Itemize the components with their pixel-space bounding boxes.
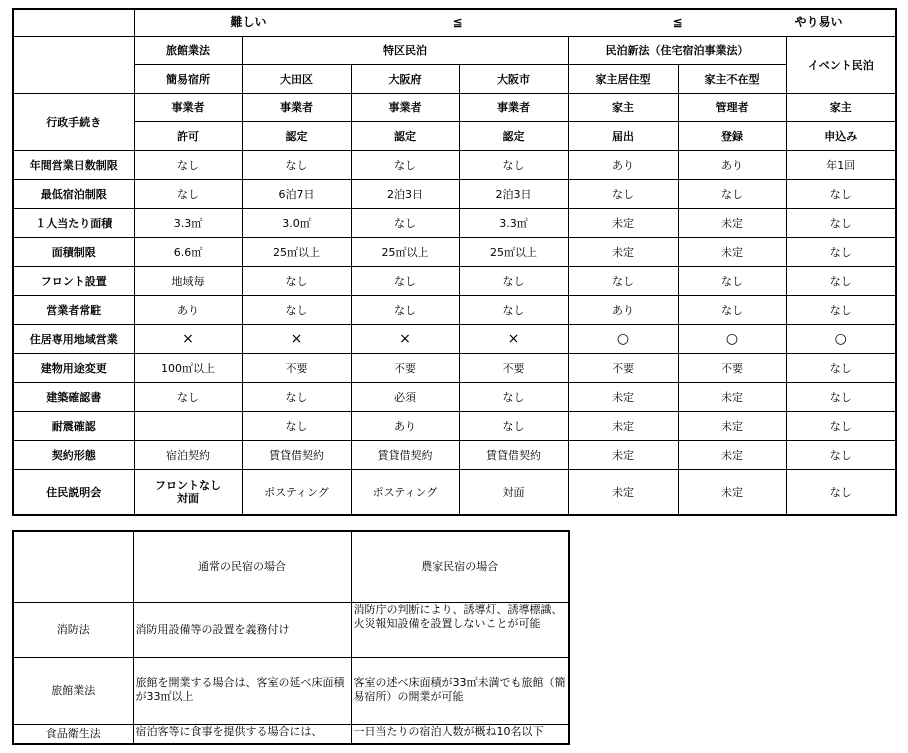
- leq-symbol-1: ≦: [452, 15, 463, 29]
- cell: あり: [568, 151, 678, 180]
- cell: 家主: [786, 94, 896, 122]
- cell: なし: [568, 180, 678, 209]
- corner-cell: [13, 531, 133, 603]
- row-label: 旅館業法: [13, 658, 133, 725]
- cell: なし: [242, 267, 351, 296]
- cell: 25㎡以上: [242, 238, 351, 267]
- cell: あり: [134, 296, 242, 325]
- sub-resident: 家主居住型: [568, 65, 678, 94]
- cell: ○: [568, 325, 678, 354]
- cell: 客室の述べ床面積が33㎡未満でも旅館（簡易宿所）の開業が可能: [351, 658, 569, 725]
- cell: 未定: [678, 470, 786, 516]
- gyosei-row-2: [13, 122, 896, 151]
- group-header-row: [13, 37, 896, 65]
- cell: 2泊3日: [459, 180, 568, 209]
- cell: なし: [786, 441, 896, 470]
- cell: 賃貸借契約: [242, 441, 351, 470]
- cell: 宿泊客等に食事を提供する場合には、: [133, 725, 351, 745]
- cell: 許可: [134, 122, 242, 151]
- cell: 未定: [568, 441, 678, 470]
- cell: なし: [459, 267, 568, 296]
- cell: なし: [459, 383, 568, 412]
- cell: なし: [242, 151, 351, 180]
- cell: なし: [786, 470, 896, 516]
- row-label: 住民説明会: [13, 470, 134, 516]
- cell: 未定: [678, 383, 786, 412]
- sub-osaka-fu: 大阪府: [351, 65, 459, 94]
- cell: 不要: [351, 354, 459, 383]
- row-label: 面積制限: [13, 238, 134, 267]
- row-label: 食品衛生法: [13, 725, 133, 745]
- cell: なし: [459, 151, 568, 180]
- cell: 不要: [678, 354, 786, 383]
- row-label: 最低宿泊制限: [13, 180, 134, 209]
- cell: なし: [134, 180, 242, 209]
- cell: 家主: [568, 94, 678, 122]
- cell: 事業者: [459, 94, 568, 122]
- row-label: 建築確認書: [13, 383, 134, 412]
- cell: 未定: [568, 209, 678, 238]
- table-row: [13, 383, 896, 412]
- cell: 届出: [568, 122, 678, 151]
- cell: ポスティング: [351, 470, 459, 516]
- sub-kan-i: 簡易宿所: [134, 65, 242, 94]
- table-row: [13, 296, 896, 325]
- line: 対面: [177, 492, 199, 505]
- row-label: 営業者常駐: [13, 296, 134, 325]
- cell: 登録: [678, 122, 786, 151]
- cell: 未定: [678, 209, 786, 238]
- cell: なし: [351, 296, 459, 325]
- row-label: 建物用途変更: [13, 354, 134, 383]
- cell: 一日当たりの宿泊人数が概ね10名以下: [351, 725, 569, 745]
- cell: なし: [134, 383, 242, 412]
- sub-absent: 家主不在型: [678, 65, 786, 94]
- cell: なし: [786, 209, 896, 238]
- group-ryokan: 旅館業法: [134, 37, 242, 65]
- cell: 未定: [568, 238, 678, 267]
- gyosei-row-1: [13, 94, 896, 122]
- cell: 事業者: [134, 94, 242, 122]
- cell: なし: [786, 296, 896, 325]
- leq-symbol-2: ≦: [672, 15, 683, 29]
- head-farm: 農家民宿の場合: [351, 531, 569, 603]
- cell: 認定: [351, 122, 459, 151]
- row-label: 消防法: [13, 603, 133, 658]
- cell: なし: [568, 267, 678, 296]
- head-normal: 通常の民宿の場合: [133, 531, 351, 603]
- cell: 25㎡以上: [459, 238, 568, 267]
- cell: 不要: [242, 354, 351, 383]
- cell: ×: [351, 325, 459, 354]
- cell: あり: [678, 151, 786, 180]
- cell: 消防庁の判断により、誘導灯、誘導標識、火災報知設備を設置しないことが可能: [351, 603, 569, 658]
- cell: 年1回: [786, 151, 896, 180]
- cell: なし: [786, 180, 896, 209]
- cell: 必須: [351, 383, 459, 412]
- line: フロントなし: [155, 479, 221, 492]
- cell: 未定: [568, 383, 678, 412]
- cell: 認定: [242, 122, 351, 151]
- table-row: [13, 325, 896, 354]
- cell: 2泊3日: [351, 180, 459, 209]
- cell: ×: [459, 325, 568, 354]
- corner-cell: [13, 9, 134, 37]
- cell: なし: [678, 296, 786, 325]
- cell: 事業者: [242, 94, 351, 122]
- cell: ○: [678, 325, 786, 354]
- cell: なし: [351, 151, 459, 180]
- cell: 6.6㎡: [134, 238, 242, 267]
- sub-osaka-shi: 大阪市: [459, 65, 568, 94]
- cell: 管理者: [678, 94, 786, 122]
- table-header-row: [13, 531, 569, 603]
- cell: 申込み: [786, 122, 896, 151]
- cell: なし: [242, 412, 351, 441]
- sub-ota: 大田区: [242, 65, 351, 94]
- row-label: 住居専用地域営業: [13, 325, 134, 354]
- cell: なし: [351, 267, 459, 296]
- cell: 100㎡以上: [134, 354, 242, 383]
- cell: なし: [786, 354, 896, 383]
- row-label-gyosei: 行政手続き: [13, 94, 134, 151]
- cell: 未定: [678, 238, 786, 267]
- table-row: [13, 238, 896, 267]
- cell: ×: [134, 325, 242, 354]
- cell: 不要: [568, 354, 678, 383]
- cell: なし: [242, 296, 351, 325]
- table-row: [13, 151, 896, 180]
- cell: なし: [351, 209, 459, 238]
- table-row: [13, 354, 896, 383]
- row-label: １人当たり面積: [13, 209, 134, 238]
- table-row: [13, 412, 896, 441]
- cell: あり: [351, 412, 459, 441]
- difficulty-hard: 難しい: [230, 15, 267, 29]
- group-event: イベント民泊: [786, 37, 896, 94]
- cell: なし: [786, 383, 896, 412]
- table-row: [13, 603, 569, 658]
- cell: 未定: [568, 470, 678, 516]
- cell: 未定: [568, 412, 678, 441]
- cell: あり: [568, 296, 678, 325]
- cell: 認定: [459, 122, 568, 151]
- comparison-table: [12, 8, 897, 516]
- cell: ×: [242, 325, 351, 354]
- cell: なし: [786, 412, 896, 441]
- cell: 賃貸借契約: [459, 441, 568, 470]
- cell: 地域毎: [134, 267, 242, 296]
- table-row: [13, 441, 896, 470]
- empty-header-cell: [13, 37, 134, 94]
- cell: 未定: [678, 412, 786, 441]
- cell: 3.3㎡: [459, 209, 568, 238]
- cell: なし: [134, 151, 242, 180]
- cell: 対面: [459, 470, 568, 516]
- table-row: [13, 725, 569, 745]
- cell: ポスティング: [242, 470, 351, 516]
- row-label: 契約形態: [13, 441, 134, 470]
- difficulty-row: [13, 9, 896, 37]
- group-shinpou: 民泊新法（住宅宿泊事業法）: [568, 37, 786, 65]
- cell: なし: [786, 267, 896, 296]
- table-row: [13, 209, 896, 238]
- cell: なし: [459, 296, 568, 325]
- cell: なし: [678, 180, 786, 209]
- cell: 事業者: [351, 94, 459, 122]
- row-label: 年間営業日数制限: [13, 151, 134, 180]
- cell: 旅館を開業する場合は、客室の延べ床面積が33㎡以上: [133, 658, 351, 725]
- cell: 賃貸借契約: [351, 441, 459, 470]
- cell-two-line: [134, 470, 242, 516]
- difficulty-easy: やり易い: [794, 15, 843, 29]
- row-label: 耐震確認: [13, 412, 134, 441]
- cell: 不要: [459, 354, 568, 383]
- cell: なし: [786, 238, 896, 267]
- group-tokku: 特区民泊: [242, 37, 568, 65]
- minshuku-table: [12, 530, 570, 745]
- cell: なし: [459, 412, 568, 441]
- table-row: [13, 180, 896, 209]
- cell: 宿泊契約: [134, 441, 242, 470]
- cell: 未定: [678, 441, 786, 470]
- cell: 3.0㎡: [242, 209, 351, 238]
- difficulty-scale: [134, 9, 896, 37]
- table-row: [13, 267, 896, 296]
- row-label: フロント設置: [13, 267, 134, 296]
- cell: 消防用設備等の設置を義務付け: [133, 603, 351, 658]
- cell: 3.3㎡: [134, 209, 242, 238]
- table-row: [13, 658, 569, 725]
- cell: 6泊7日: [242, 180, 351, 209]
- cell: ○: [786, 325, 896, 354]
- cell: なし: [678, 267, 786, 296]
- cell: [134, 412, 242, 441]
- cell: なし: [242, 383, 351, 412]
- cell: 25㎡以上: [351, 238, 459, 267]
- table-row: [13, 470, 896, 516]
- subheader-row: [13, 65, 896, 94]
